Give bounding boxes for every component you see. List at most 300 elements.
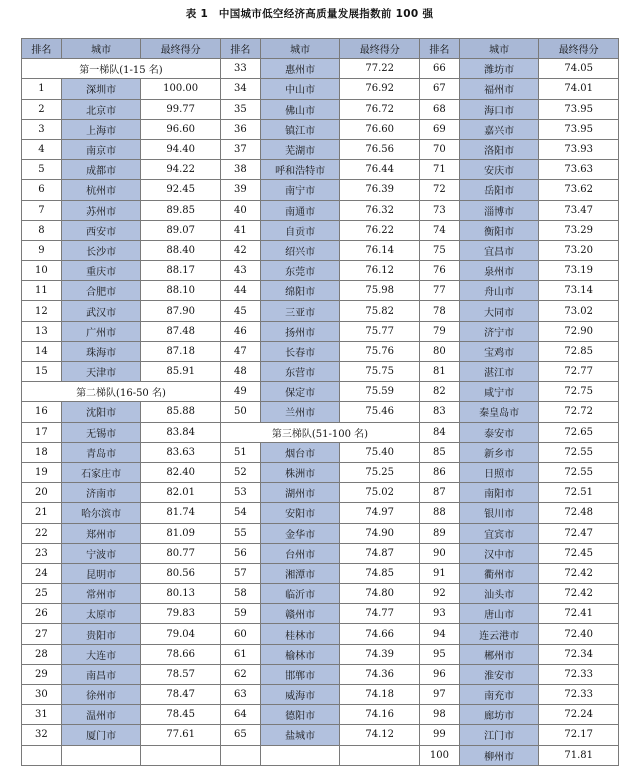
score-cell: 78.57 [141, 664, 221, 684]
city-cell: 南通市 [260, 200, 340, 220]
score-cell: 80.77 [141, 543, 221, 563]
city-cell: 自贡市 [260, 220, 340, 240]
rank-cell: 12 [22, 301, 62, 321]
score-cell: 72.75 [539, 382, 619, 402]
rank-cell: 2 [22, 99, 62, 119]
score-cell: 83.84 [141, 422, 221, 442]
table-row [22, 139, 619, 159]
score-cell: 76.56 [340, 139, 420, 159]
score-cell: 75.40 [340, 442, 420, 462]
city-cell: 连云港市 [459, 624, 539, 644]
city-cell: 福州市 [459, 79, 539, 99]
city-cell: 南宁市 [260, 180, 340, 200]
rank-cell: 64 [220, 705, 260, 725]
city-cell: 舟山市 [459, 281, 539, 301]
rank-cell: 72 [420, 180, 460, 200]
score-cell: 72.24 [539, 705, 619, 725]
rank-cell: 5 [22, 160, 62, 180]
rank-cell: 65 [220, 725, 260, 745]
city-cell: 淄博市 [459, 200, 539, 220]
city-cell: 金华市 [260, 523, 340, 543]
rank-cell: 91 [420, 563, 460, 583]
city-cell: 惠州市 [260, 59, 340, 79]
rank-cell: 16 [22, 402, 62, 422]
city-cell: 嘉兴市 [459, 119, 539, 139]
city-cell: 绵阳市 [260, 281, 340, 301]
rank-cell: 59 [220, 604, 260, 624]
header-city: 城市 [61, 39, 141, 59]
table-row [22, 664, 619, 684]
rank-cell: 79 [420, 321, 460, 341]
table-row [22, 301, 619, 321]
rank-cell: 86 [420, 462, 460, 482]
city-cell: 宜昌市 [459, 240, 539, 260]
table-row [22, 200, 619, 220]
rank-cell: 85 [420, 442, 460, 462]
table-row [22, 685, 619, 705]
score-cell: 74.97 [340, 503, 420, 523]
rank-cell: 19 [22, 462, 62, 482]
city-cell: 深圳市 [61, 79, 141, 99]
city-cell: 榆林市 [260, 644, 340, 664]
rank-cell: 51 [220, 442, 260, 462]
city-cell: 湘潭市 [260, 563, 340, 583]
score-cell: 76.12 [340, 261, 420, 281]
score-cell: 73.93 [539, 139, 619, 159]
city-cell: 潍坊市 [459, 59, 539, 79]
table-row [22, 321, 619, 341]
city-cell: 安庆市 [459, 160, 539, 180]
rank-cell: 33 [220, 59, 260, 79]
rank-cell: 48 [220, 362, 260, 382]
rank-cell: 68 [420, 99, 460, 119]
score-cell: 89.85 [141, 200, 221, 220]
city-cell: 湖州市 [260, 483, 340, 503]
rank-cell: 54 [220, 503, 260, 523]
score-cell: 82.40 [141, 462, 221, 482]
city-cell: 海口市 [459, 99, 539, 119]
table-row [22, 705, 619, 725]
city-cell: 温州市 [61, 705, 141, 725]
score-cell: 72.34 [539, 644, 619, 664]
rank-cell: 81 [420, 362, 460, 382]
score-cell: 74.80 [340, 584, 420, 604]
rank-cell: 97 [420, 685, 460, 705]
rank-cell: 36 [220, 119, 260, 139]
city-cell: 南京市 [61, 139, 141, 159]
city-cell: 贵阳市 [61, 624, 141, 644]
score-cell: 96.60 [141, 119, 221, 139]
rank-cell: 34 [220, 79, 260, 99]
rank-cell: 94 [420, 624, 460, 644]
header-rank: 排名 [22, 39, 62, 59]
city-cell: 岳阳市 [459, 180, 539, 200]
city-cell: 江门市 [459, 725, 539, 745]
city-cell: 常州市 [61, 584, 141, 604]
rank-cell: 78 [420, 301, 460, 321]
score-cell: 88.10 [141, 281, 221, 301]
score-cell: 74.16 [340, 705, 420, 725]
score-cell: 72.48 [539, 503, 619, 523]
city-cell: 南充市 [459, 685, 539, 705]
empty-cell [61, 745, 141, 765]
rank-cell: 37 [220, 139, 260, 159]
city-cell: 湛江市 [459, 362, 539, 382]
city-cell: 昆明市 [61, 563, 141, 583]
score-cell: 73.95 [539, 119, 619, 139]
score-cell: 76.72 [340, 99, 420, 119]
rank-cell: 67 [420, 79, 460, 99]
score-cell: 76.32 [340, 200, 420, 220]
rank-cell: 90 [420, 543, 460, 563]
city-cell: 汉中市 [459, 543, 539, 563]
table-row [22, 483, 619, 503]
table-row [22, 462, 619, 482]
rank-cell: 82 [420, 382, 460, 402]
score-cell: 75.46 [340, 402, 420, 422]
rank-cell: 58 [220, 584, 260, 604]
score-cell: 72.77 [539, 362, 619, 382]
rank-cell: 18 [22, 442, 62, 462]
table-row [22, 503, 619, 523]
score-cell: 92.45 [141, 180, 221, 200]
city-cell: 佛山市 [260, 99, 340, 119]
city-cell: 无锡市 [61, 422, 141, 442]
table-row [22, 523, 619, 543]
table-body [22, 59, 619, 766]
rank-cell: 7 [22, 200, 62, 220]
score-cell: 79.04 [141, 624, 221, 644]
score-cell: 72.72 [539, 402, 619, 422]
table-row [22, 442, 619, 462]
rank-cell: 50 [220, 402, 260, 422]
city-cell: 大连市 [61, 644, 141, 664]
table-row [22, 644, 619, 664]
city-cell: 咸宁市 [459, 382, 539, 402]
table-row [22, 99, 619, 119]
city-cell: 兰州市 [260, 402, 340, 422]
score-cell: 82.01 [141, 483, 221, 503]
city-cell: 淮安市 [459, 664, 539, 684]
rank-cell: 40 [220, 200, 260, 220]
score-cell: 85.91 [141, 362, 221, 382]
ranking-table [21, 38, 619, 766]
score-cell: 75.98 [340, 281, 420, 301]
score-cell: 87.90 [141, 301, 221, 321]
score-cell: 74.90 [340, 523, 420, 543]
rank-cell: 89 [420, 523, 460, 543]
rank-cell: 47 [220, 341, 260, 361]
rank-cell: 55 [220, 523, 260, 543]
city-cell: 宜宾市 [459, 523, 539, 543]
city-cell: 武汉市 [61, 301, 141, 321]
rank-cell: 8 [22, 220, 62, 240]
score-cell: 72.90 [539, 321, 619, 341]
rank-cell: 96 [420, 664, 460, 684]
city-cell: 中山市 [260, 79, 340, 99]
rank-cell: 73 [420, 200, 460, 220]
table-row [22, 624, 619, 644]
table-row [22, 725, 619, 745]
rank-cell: 25 [22, 584, 62, 604]
score-cell: 94.40 [141, 139, 221, 159]
table-row [22, 79, 619, 99]
score-cell: 73.63 [539, 160, 619, 180]
city-cell: 日照市 [459, 462, 539, 482]
city-cell: 衡阳市 [459, 220, 539, 240]
score-cell: 78.47 [141, 685, 221, 705]
city-cell: 芜湖市 [260, 139, 340, 159]
score-cell: 87.18 [141, 341, 221, 361]
empty-cell [340, 745, 420, 765]
city-cell: 珠海市 [61, 341, 141, 361]
city-cell: 烟台市 [260, 442, 340, 462]
score-cell: 76.92 [340, 79, 420, 99]
score-cell: 72.51 [539, 483, 619, 503]
score-cell: 74.36 [340, 664, 420, 684]
city-cell: 呼和浩特市 [260, 160, 340, 180]
rank-cell: 45 [220, 301, 260, 321]
rank-cell: 99 [420, 725, 460, 745]
score-cell: 72.65 [539, 422, 619, 442]
score-cell: 73.95 [539, 99, 619, 119]
rank-cell: 30 [22, 685, 62, 705]
rank-cell: 9 [22, 240, 62, 260]
city-cell: 郑州市 [61, 523, 141, 543]
rank-cell: 98 [420, 705, 460, 725]
score-cell: 72.55 [539, 442, 619, 462]
table-row [22, 422, 619, 442]
table-row [22, 160, 619, 180]
city-cell: 新乡市 [459, 442, 539, 462]
rank-cell: 84 [420, 422, 460, 442]
tier-label: 第一梯队(1-15 名) [22, 59, 221, 79]
rank-cell: 66 [420, 59, 460, 79]
rank-cell: 95 [420, 644, 460, 664]
table-title: 表 1 中国城市低空经济高质量发展指数前 100 强 [185, 8, 434, 20]
score-cell: 72.85 [539, 341, 619, 361]
rank-cell: 75 [420, 240, 460, 260]
rank-cell: 92 [420, 584, 460, 604]
city-cell: 株洲市 [260, 462, 340, 482]
rank-cell: 22 [22, 523, 62, 543]
rank-cell: 21 [22, 503, 62, 523]
score-cell: 83.63 [141, 442, 221, 462]
rank-cell: 10 [22, 261, 62, 281]
city-cell: 苏州市 [61, 200, 141, 220]
score-cell: 73.29 [539, 220, 619, 240]
city-cell: 秦皇岛市 [459, 402, 539, 422]
score-cell: 74.87 [340, 543, 420, 563]
score-cell: 75.77 [340, 321, 420, 341]
city-cell: 保定市 [260, 382, 340, 402]
score-cell: 73.62 [539, 180, 619, 200]
rank-cell: 53 [220, 483, 260, 503]
rank-cell: 62 [220, 664, 260, 684]
rank-cell: 35 [220, 99, 260, 119]
rank-cell: 29 [22, 664, 62, 684]
city-cell: 大同市 [459, 301, 539, 321]
header-score: 最终得分 [539, 39, 619, 59]
table-row [22, 382, 619, 402]
header-city: 城市 [260, 39, 340, 59]
rank-cell: 52 [220, 462, 260, 482]
score-cell: 74.77 [340, 604, 420, 624]
city-cell: 广州市 [61, 321, 141, 341]
score-cell: 74.01 [539, 79, 619, 99]
score-cell: 73.14 [539, 281, 619, 301]
city-cell: 桂林市 [260, 624, 340, 644]
city-cell: 衢州市 [459, 563, 539, 583]
score-cell: 72.17 [539, 725, 619, 745]
rank-cell: 23 [22, 543, 62, 563]
city-cell: 济南市 [61, 483, 141, 503]
table-row [22, 341, 619, 361]
rank-cell: 87 [420, 483, 460, 503]
rank-cell: 24 [22, 563, 62, 583]
rank-cell: 57 [220, 563, 260, 583]
city-cell: 重庆市 [61, 261, 141, 281]
score-cell: 72.33 [539, 685, 619, 705]
rank-cell: 100 [420, 745, 460, 765]
score-cell: 72.41 [539, 604, 619, 624]
score-cell: 72.55 [539, 462, 619, 482]
rank-cell: 13 [22, 321, 62, 341]
rank-cell: 49 [220, 382, 260, 402]
score-cell: 73.47 [539, 200, 619, 220]
tier-label: 第三梯队(51-100 名) [220, 422, 419, 442]
table-row [22, 119, 619, 139]
city-cell: 太原市 [61, 604, 141, 624]
rank-cell: 83 [420, 402, 460, 422]
score-cell: 80.56 [141, 563, 221, 583]
score-cell: 75.25 [340, 462, 420, 482]
table-row [22, 180, 619, 200]
city-cell: 赣州市 [260, 604, 340, 624]
rank-cell: 6 [22, 180, 62, 200]
score-cell: 76.39 [340, 180, 420, 200]
city-cell: 天津市 [61, 362, 141, 382]
table-row [22, 745, 619, 765]
rank-cell: 43 [220, 261, 260, 281]
rank-cell: 70 [420, 139, 460, 159]
city-cell: 济宁市 [459, 321, 539, 341]
header-rank: 排名 [220, 39, 260, 59]
city-cell: 沈阳市 [61, 402, 141, 422]
city-cell: 威海市 [260, 685, 340, 705]
table-row [22, 281, 619, 301]
header-score: 最终得分 [141, 39, 221, 59]
score-cell: 73.20 [539, 240, 619, 260]
rank-cell: 3 [22, 119, 62, 139]
city-cell: 徐州市 [61, 685, 141, 705]
rank-cell: 93 [420, 604, 460, 624]
city-cell: 杭州市 [61, 180, 141, 200]
rank-cell: 60 [220, 624, 260, 644]
score-cell: 71.81 [539, 745, 619, 765]
rank-cell: 14 [22, 341, 62, 361]
score-cell: 76.60 [340, 119, 420, 139]
city-cell: 宁波市 [61, 543, 141, 563]
score-cell: 72.33 [539, 664, 619, 684]
city-cell: 北京市 [61, 99, 141, 119]
rank-cell: 44 [220, 281, 260, 301]
tier-label: 第二梯队(16-50 名) [22, 382, 221, 402]
table-row [22, 584, 619, 604]
city-cell: 临沂市 [260, 584, 340, 604]
score-cell: 74.18 [340, 685, 420, 705]
score-cell: 72.47 [539, 523, 619, 543]
header-score: 最终得分 [340, 39, 420, 59]
empty-cell [220, 745, 260, 765]
rank-cell: 61 [220, 644, 260, 664]
score-cell: 87.48 [141, 321, 221, 341]
city-cell: 石家庄市 [61, 462, 141, 482]
score-cell: 73.02 [539, 301, 619, 321]
score-cell: 76.14 [340, 240, 420, 260]
city-cell: 扬州市 [260, 321, 340, 341]
city-cell: 东营市 [260, 362, 340, 382]
rank-cell: 1 [22, 79, 62, 99]
table-row [22, 402, 619, 422]
score-cell: 72.45 [539, 543, 619, 563]
city-cell: 东莞市 [260, 261, 340, 281]
score-cell: 72.42 [539, 563, 619, 583]
score-cell: 88.17 [141, 261, 221, 281]
city-cell: 成都市 [61, 160, 141, 180]
rank-cell: 69 [420, 119, 460, 139]
rank-cell: 39 [220, 180, 260, 200]
score-cell: 78.66 [141, 644, 221, 664]
score-cell: 78.45 [141, 705, 221, 725]
rank-cell: 17 [22, 422, 62, 442]
rank-cell: 38 [220, 160, 260, 180]
score-cell: 75.75 [340, 362, 420, 382]
city-cell: 郴州市 [459, 644, 539, 664]
city-cell: 台州市 [260, 543, 340, 563]
city-cell: 盐城市 [260, 725, 340, 745]
rank-cell: 27 [22, 624, 62, 644]
table-row [22, 362, 619, 382]
rank-cell: 26 [22, 604, 62, 624]
rank-cell: 77 [420, 281, 460, 301]
rank-cell: 11 [22, 281, 62, 301]
city-cell: 唐山市 [459, 604, 539, 624]
city-cell: 长沙市 [61, 240, 141, 260]
score-cell: 88.40 [141, 240, 221, 260]
score-cell: 85.88 [141, 402, 221, 422]
table-row [22, 543, 619, 563]
score-cell: 89.07 [141, 220, 221, 240]
city-cell: 绍兴市 [260, 240, 340, 260]
score-cell: 74.12 [340, 725, 420, 745]
score-cell: 74.66 [340, 624, 420, 644]
city-cell: 三亚市 [260, 301, 340, 321]
city-cell: 镇江市 [260, 119, 340, 139]
rank-cell: 46 [220, 321, 260, 341]
score-cell: 79.83 [141, 604, 221, 624]
score-cell: 76.44 [340, 160, 420, 180]
rank-cell: 71 [420, 160, 460, 180]
empty-cell [22, 745, 62, 765]
city-cell: 合肥市 [61, 281, 141, 301]
city-cell: 泰安市 [459, 422, 539, 442]
rank-cell: 42 [220, 240, 260, 260]
score-cell: 81.74 [141, 503, 221, 523]
empty-cell [260, 745, 340, 765]
score-cell: 73.19 [539, 261, 619, 281]
score-cell: 75.82 [340, 301, 420, 321]
